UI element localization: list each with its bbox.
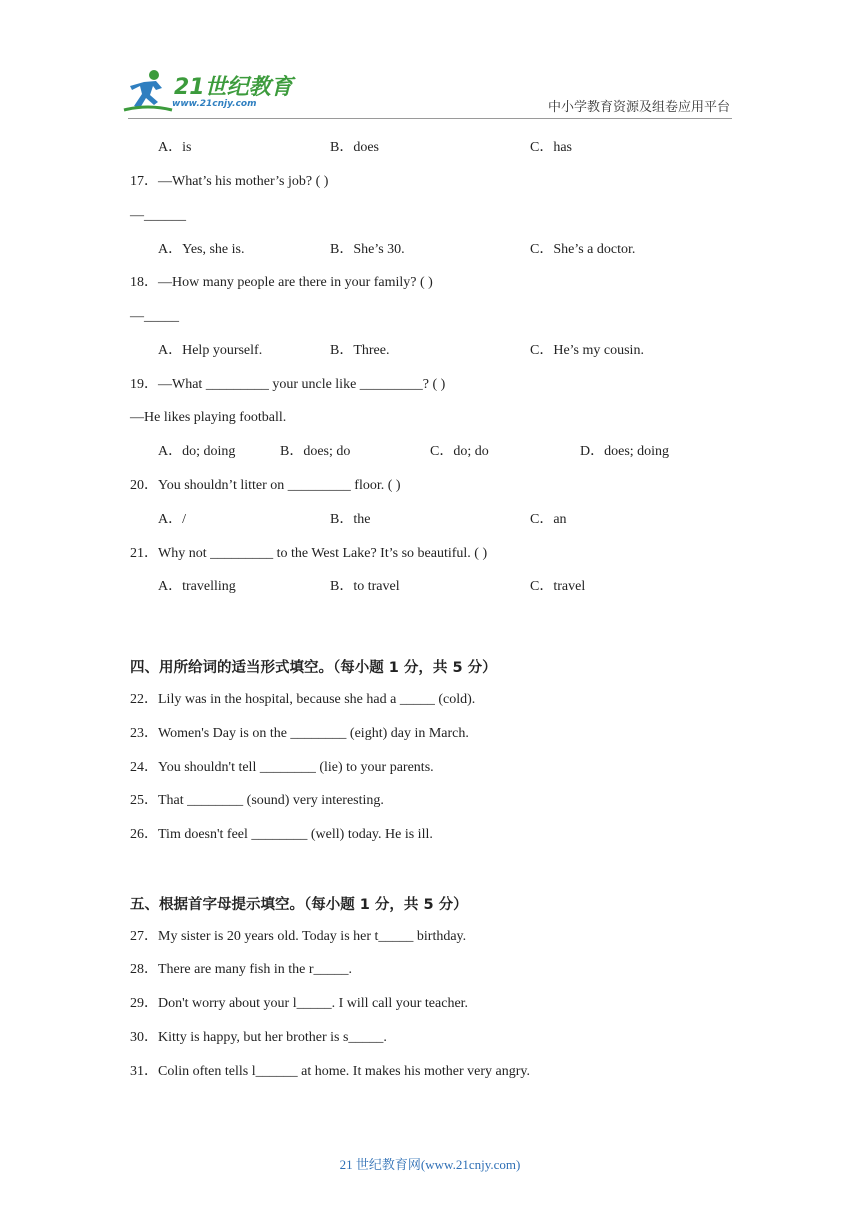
q19-option-b: B．does; do [280,444,351,459]
q21-stem: 21．Why not _________ to the West Lake? It’s so beautiful. ( ) [130,546,488,561]
q18-option-a: A．Help yourself. [158,343,263,358]
q28-item: 28．There are many fish in the r_____. [130,962,352,977]
q20-option-c: C．an [530,512,567,527]
section-4-title: 四、用所给词的适当形式填空。（每小题 1 分，共 5 分） [130,660,497,676]
q19-option-c: C．do; do [430,444,489,459]
q19-stem: 19．—What _________ your uncle like _________? ( ) [130,377,446,392]
q17-option-b: B．She’s 30. [330,242,405,257]
q16-option-c: C．has [530,140,572,155]
platform-name: 中小学教育资源及组卷应用平台 [547,100,730,115]
q19-option-a: A．do; doing [158,444,236,459]
q19-answer-line: —He likes playing football. [130,410,287,425]
q20-stem: 20．You shouldn’t litter on _________ floor. ( ) [130,478,401,493]
q18-answer-line: —_____ [130,309,179,324]
q22-item: 22．Lily was in the hospital, because she had a _____ (cold). [130,692,476,707]
page-header [0,0,860,130]
site-logo [120,68,293,116]
q17-answer-line: —______ [130,208,186,223]
q17-stem: 17．—What’s his mother’s job? ( ) [130,174,329,189]
q31-item: 31．Colin often tells l______ at home. It makes his mother very angry. [130,1064,530,1079]
q18-option-b: B．Three. [330,343,390,358]
q17-option-c: C．She’s a doctor. [530,242,636,257]
runner-logo-icon [120,68,176,114]
q27-item: 27．My sister is 20 years old. Today is her t_____ birthday. [130,929,467,944]
q26-item: 26．Tim doesn't feel ________ (well) today. He is ill. [130,827,433,842]
q21-option-a: A．travelling [158,579,236,594]
q30-item: 30．Kitty is happy, but her brother is s_____. [130,1030,387,1045]
q23-item: 23．Women's Day is on the ________ (eight) day in March. [130,726,469,741]
logo-url: www.21cnjy.com [172,99,257,109]
header-divider [128,118,732,119]
q16-option-b: B．does [330,140,379,155]
q17-option-a: A．Yes, she is. [158,242,245,257]
q20-option-a: A．/ [158,512,186,527]
q29-item: 29．Don't worry about your l_____. I will call your teacher. [130,996,469,1011]
q21-option-c: C．travel [530,579,586,594]
q18-option-c: C．He’s my cousin. [530,343,644,358]
section-5-title: 五、根据首字母提示填空。（每小题 1 分，共 5 分） [130,897,468,913]
q16-option-a: A．is [158,140,192,155]
logo-title: 21世纪教育 [174,75,293,100]
q25-item: 25．That ________ (sound) very interesting. [130,793,384,808]
q21-option-b: B．to travel [330,579,400,594]
page-footer: 21 世纪教育网(www.21cnjy.com) [339,1157,521,1172]
q18-stem: 18．—How many people are there in your family? ( ) [130,275,433,290]
q20-option-b: B．the [330,512,371,527]
q24-item: 24．You shouldn't tell ________ (lie) to your parents. [130,760,434,775]
q19-option-d: D．does; doing [580,444,670,459]
